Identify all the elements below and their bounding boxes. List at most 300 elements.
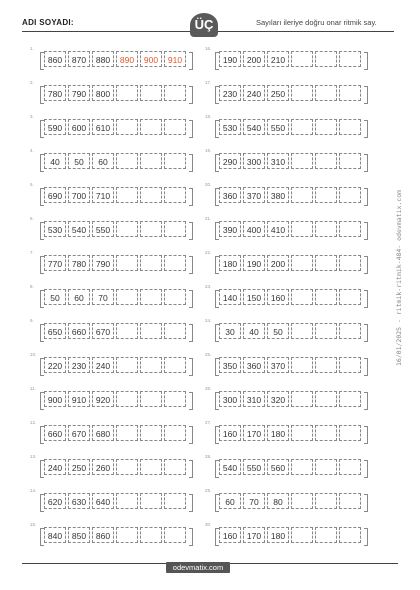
question-number: 21.: [205, 216, 212, 221]
given-value-box: 620: [44, 493, 66, 509]
given-value-box: 300: [219, 391, 241, 407]
worksheet-header: [0, 0, 420, 40]
empty-answer-box[interactable]: [164, 289, 186, 305]
empty-answer-box[interactable]: [291, 221, 313, 237]
bracket-right: [364, 426, 368, 444]
answer-boxes: [219, 255, 363, 271]
question-number: 23.: [205, 284, 212, 289]
question-row: [30, 522, 210, 556]
question-row: [30, 352, 210, 386]
empty-answer-box[interactable]: [315, 153, 337, 169]
answer-boxes: [219, 119, 363, 135]
given-value-box: 170: [243, 425, 265, 441]
given-value-box: 170: [243, 527, 265, 543]
answer-boxes: [219, 51, 363, 67]
question-number: 28.: [205, 454, 212, 459]
question-row: [30, 148, 210, 182]
given-value-box: 670: [68, 425, 90, 441]
given-value-box: 920: [92, 391, 114, 407]
empty-answer-box[interactable]: [116, 119, 138, 135]
question-number: 29.: [205, 488, 212, 493]
given-value-box: 800: [92, 85, 114, 101]
name-label: ADI SOYADI:: [22, 18, 74, 27]
left-question-column: [30, 46, 210, 556]
given-value-box: 160: [219, 527, 241, 543]
question-number: 25.: [205, 352, 212, 357]
empty-answer-box[interactable]: [291, 323, 313, 339]
empty-answer-box[interactable]: [315, 459, 337, 475]
given-value-box: 370: [267, 357, 289, 373]
given-value-box: 680: [92, 425, 114, 441]
given-value-box: 240: [92, 357, 114, 373]
instruction-underline: [218, 31, 394, 32]
given-value-box: 360: [243, 357, 265, 373]
answer-boxes: [219, 153, 363, 169]
given-value-box: 320: [267, 391, 289, 407]
bracket-right: [364, 86, 368, 104]
given-value-box: 50: [44, 289, 66, 305]
given-value-box: 150: [243, 289, 265, 305]
empty-answer-box[interactable]: [116, 255, 138, 271]
empty-answer-box[interactable]: [339, 323, 361, 339]
question-row: [205, 182, 385, 216]
answer-boxes: [44, 459, 188, 475]
given-value-box: 250: [68, 459, 90, 475]
empty-answer-box[interactable]: [140, 119, 162, 135]
empty-answer-box[interactable]: [291, 153, 313, 169]
bracket-right: [189, 256, 193, 274]
given-value-box: 40: [44, 153, 66, 169]
empty-answer-box[interactable]: [116, 391, 138, 407]
given-value-box: 550: [267, 119, 289, 135]
question-number: 14.: [30, 488, 37, 493]
question-row: [30, 216, 210, 250]
given-value-box: 310: [267, 153, 289, 169]
bracket-right: [189, 392, 193, 410]
bracket-right: [364, 290, 368, 308]
question-row: [205, 420, 385, 454]
question-number: 16.: [205, 46, 212, 51]
empty-answer-box[interactable]: [116, 85, 138, 101]
empty-answer-box[interactable]: [140, 425, 162, 441]
empty-answer-box[interactable]: [339, 459, 361, 475]
empty-answer-box[interactable]: [339, 153, 361, 169]
empty-answer-box[interactable]: [339, 187, 361, 203]
empty-answer-box[interactable]: [291, 493, 313, 509]
given-value-box: 590: [44, 119, 66, 135]
empty-answer-box[interactable]: [315, 289, 337, 305]
empty-answer-box[interactable]: [291, 527, 313, 543]
empty-answer-box[interactable]: [164, 391, 186, 407]
given-value-box: 70: [92, 289, 114, 305]
empty-answer-box[interactable]: [140, 221, 162, 237]
given-value-box: 300: [243, 153, 265, 169]
given-value-box: 790: [68, 85, 90, 101]
empty-answer-box[interactable]: [164, 255, 186, 271]
grade-badge: ÜÇ: [190, 13, 218, 37]
bracket-right: [189, 460, 193, 478]
question-row: [205, 216, 385, 250]
question-row: [205, 318, 385, 352]
empty-answer-box[interactable]: [164, 187, 186, 203]
question-row: [205, 522, 385, 556]
empty-answer-box[interactable]: [164, 119, 186, 135]
question-number: 27.: [205, 420, 212, 425]
bracket-right: [364, 460, 368, 478]
bracket-right: [189, 324, 193, 342]
given-value-box: 60: [92, 153, 114, 169]
empty-answer-box[interactable]: [291, 289, 313, 305]
empty-answer-box[interactable]: [140, 459, 162, 475]
given-value-box: 260: [92, 459, 114, 475]
empty-answer-box[interactable]: [116, 289, 138, 305]
bracket-right: [364, 392, 368, 410]
given-value-box: 660: [68, 323, 90, 339]
answer-boxes: [44, 425, 188, 441]
question-row: [30, 454, 210, 488]
given-value-box: 350: [219, 357, 241, 373]
given-value-box: 160: [219, 425, 241, 441]
given-value-box: 80: [267, 493, 289, 509]
empty-answer-box[interactable]: [164, 527, 186, 543]
answer-boxes: [219, 289, 363, 305]
given-value-box: 910: [68, 391, 90, 407]
answer-boxes: [44, 187, 188, 203]
bracket-right: [189, 154, 193, 172]
bracket-right: [189, 290, 193, 308]
given-value-box: 60: [68, 289, 90, 305]
given-value-box: 560: [267, 459, 289, 475]
empty-answer-box[interactable]: [339, 527, 361, 543]
empty-answer-box[interactable]: [291, 459, 313, 475]
answer-boxes: [219, 187, 363, 203]
given-value-box: 190: [219, 51, 241, 67]
question-number: 26.: [205, 386, 212, 391]
empty-answer-box[interactable]: [140, 255, 162, 271]
empty-answer-box[interactable]: [291, 187, 313, 203]
bracket-right: [364, 52, 368, 70]
bracket-right: [364, 256, 368, 274]
empty-answer-box[interactable]: [116, 527, 138, 543]
empty-answer-box[interactable]: [315, 527, 337, 543]
given-value-box: 850: [68, 527, 90, 543]
question-row: [30, 284, 210, 318]
empty-answer-box[interactable]: [116, 493, 138, 509]
given-value-box: 230: [219, 85, 241, 101]
given-value-box: 180: [219, 255, 241, 271]
given-value-box: 660: [44, 425, 66, 441]
empty-answer-box[interactable]: [339, 221, 361, 237]
question-row: [205, 114, 385, 148]
answer-value-box: 900: [140, 51, 162, 67]
given-value-box: 710: [92, 187, 114, 203]
empty-answer-box[interactable]: [164, 459, 186, 475]
empty-answer-box[interactable]: [315, 357, 337, 373]
given-value-box: 770: [44, 255, 66, 271]
question-number: 20.: [205, 182, 212, 187]
question-number: 5.: [30, 182, 34, 187]
given-value-box: 700: [68, 187, 90, 203]
empty-answer-box[interactable]: [315, 425, 337, 441]
given-value-box: 200: [243, 51, 265, 67]
answer-boxes: [44, 323, 188, 339]
given-value-box: 550: [243, 459, 265, 475]
empty-answer-box[interactable]: [315, 119, 337, 135]
bracket-right: [364, 120, 368, 138]
given-value-box: 860: [44, 51, 66, 67]
answer-boxes: [44, 255, 188, 271]
empty-answer-box[interactable]: [116, 323, 138, 339]
given-value-box: 60: [219, 493, 241, 509]
empty-answer-box[interactable]: [164, 425, 186, 441]
empty-answer-box[interactable]: [339, 289, 361, 305]
answer-boxes: [219, 85, 363, 101]
answer-boxes: [219, 391, 363, 407]
answer-boxes: [44, 357, 188, 373]
empty-answer-box[interactable]: [315, 51, 337, 67]
empty-answer-box[interactable]: [116, 153, 138, 169]
given-value-box: 600: [68, 119, 90, 135]
given-value-box: 790: [92, 255, 114, 271]
empty-answer-box[interactable]: [291, 391, 313, 407]
question-number: 15.: [30, 522, 37, 527]
bracket-right: [364, 358, 368, 376]
question-row: [205, 488, 385, 522]
answer-boxes: [44, 153, 188, 169]
question-number: 6.: [30, 216, 34, 221]
empty-answer-box[interactable]: [315, 221, 337, 237]
empty-answer-box[interactable]: [291, 357, 313, 373]
given-value-box: 250: [267, 85, 289, 101]
bracket-right: [189, 494, 193, 512]
empty-answer-box[interactable]: [339, 85, 361, 101]
question-number: 7.: [30, 250, 34, 255]
question-number: 24.: [205, 318, 212, 323]
name-write-line: [22, 31, 190, 32]
given-value-box: 900: [44, 391, 66, 407]
question-row: [205, 386, 385, 420]
empty-answer-box[interactable]: [164, 153, 186, 169]
empty-answer-box[interactable]: [339, 51, 361, 67]
empty-answer-box[interactable]: [291, 425, 313, 441]
question-row: [30, 114, 210, 148]
empty-answer-box[interactable]: [164, 323, 186, 339]
question-row: [30, 386, 210, 420]
question-row: [205, 284, 385, 318]
answer-boxes: [44, 221, 188, 237]
given-value-box: 390: [219, 221, 241, 237]
question-row: [30, 420, 210, 454]
empty-answer-box[interactable]: [164, 357, 186, 373]
empty-answer-box[interactable]: [116, 425, 138, 441]
question-number: 19.: [205, 148, 212, 153]
answer-boxes: [219, 221, 363, 237]
given-value-box: 40: [243, 323, 265, 339]
answer-boxes: [219, 323, 363, 339]
bracket-right: [364, 154, 368, 172]
question-number: 1.: [30, 46, 34, 51]
bracket-right: [189, 120, 193, 138]
empty-answer-box[interactable]: [140, 85, 162, 101]
empty-answer-box[interactable]: [164, 85, 186, 101]
empty-answer-box[interactable]: [140, 527, 162, 543]
bracket-right: [364, 528, 368, 546]
empty-answer-box[interactable]: [315, 255, 337, 271]
answer-boxes: [44, 119, 188, 135]
given-value-box: 160: [267, 289, 289, 305]
given-value-box: 650: [44, 323, 66, 339]
given-value-box: 630: [68, 493, 90, 509]
question-number: 4.: [30, 148, 34, 153]
given-value-box: 220: [44, 357, 66, 373]
given-value-box: 210: [267, 51, 289, 67]
question-number: 17.: [205, 80, 212, 85]
question-number: 22.: [205, 250, 212, 255]
answer-value-box: 910: [164, 51, 186, 67]
given-value-box: 410: [267, 221, 289, 237]
empty-answer-box[interactable]: [140, 493, 162, 509]
empty-answer-box[interactable]: [339, 357, 361, 373]
bracket-right: [189, 358, 193, 376]
empty-answer-box[interactable]: [315, 187, 337, 203]
given-value-box: 860: [92, 527, 114, 543]
empty-answer-box[interactable]: [291, 255, 313, 271]
question-number: 18.: [205, 114, 212, 119]
given-value-box: 240: [44, 459, 66, 475]
question-number: 13.: [30, 454, 37, 459]
answer-boxes: [44, 527, 188, 543]
given-value-box: 540: [68, 221, 90, 237]
given-value-box: 240: [243, 85, 265, 101]
empty-answer-box[interactable]: [116, 187, 138, 203]
empty-answer-box[interactable]: [291, 119, 313, 135]
bracket-right: [189, 188, 193, 206]
question-row: [205, 148, 385, 182]
empty-answer-box[interactable]: [339, 391, 361, 407]
given-value-box: 690: [44, 187, 66, 203]
given-value-box: 30: [219, 323, 241, 339]
given-value-box: 610: [92, 119, 114, 135]
answer-boxes: [219, 357, 363, 373]
empty-answer-box[interactable]: [140, 289, 162, 305]
bracket-right: [189, 426, 193, 444]
empty-answer-box[interactable]: [164, 493, 186, 509]
given-value-box: 540: [243, 119, 265, 135]
given-value-box: 360: [219, 187, 241, 203]
question-number: 11.: [30, 386, 36, 391]
empty-answer-box[interactable]: [339, 119, 361, 135]
empty-answer-box[interactable]: [140, 357, 162, 373]
question-row: [205, 352, 385, 386]
given-value-box: 50: [267, 323, 289, 339]
given-value-box: 840: [44, 527, 66, 543]
question-row: [30, 46, 210, 80]
answer-boxes: [219, 459, 363, 475]
empty-answer-box[interactable]: [140, 187, 162, 203]
empty-answer-box[interactable]: [339, 425, 361, 441]
bracket-right: [364, 188, 368, 206]
given-value-box: 370: [243, 187, 265, 203]
question-row: [30, 318, 210, 352]
empty-answer-box[interactable]: [116, 221, 138, 237]
given-value-box: 780: [68, 255, 90, 271]
empty-answer-box[interactable]: [140, 153, 162, 169]
given-value-box: 530: [44, 221, 66, 237]
empty-answer-box[interactable]: [164, 221, 186, 237]
empty-answer-box[interactable]: [140, 391, 162, 407]
empty-answer-box[interactable]: [315, 391, 337, 407]
given-value-box: 540: [219, 459, 241, 475]
answer-boxes: [44, 493, 188, 509]
given-value-box: 550: [92, 221, 114, 237]
right-question-column: [205, 46, 385, 556]
answer-boxes: [44, 391, 188, 407]
given-value-box: 230: [68, 357, 90, 373]
given-value-box: 190: [243, 255, 265, 271]
question-number: 3.: [30, 114, 34, 119]
question-row: [205, 250, 385, 284]
empty-answer-box[interactable]: [116, 459, 138, 475]
empty-answer-box[interactable]: [116, 357, 138, 373]
bracket-right: [189, 86, 193, 104]
question-number: 8.: [30, 284, 34, 289]
question-row: [30, 182, 210, 216]
answer-boxes: [219, 425, 363, 441]
given-value-box: 50: [68, 153, 90, 169]
empty-answer-box[interactable]: [315, 493, 337, 509]
empty-answer-box[interactable]: [291, 51, 313, 67]
given-value-box: 290: [219, 153, 241, 169]
given-value-box: 780: [44, 85, 66, 101]
given-value-box: 140: [219, 289, 241, 305]
question-number: 9.: [30, 318, 34, 323]
question-number: 2.: [30, 80, 34, 85]
empty-answer-box[interactable]: [339, 255, 361, 271]
answer-boxes: [219, 493, 363, 509]
empty-answer-box[interactable]: [315, 323, 337, 339]
question-number: 10.: [30, 352, 37, 357]
given-value-box: 530: [219, 119, 241, 135]
given-value-box: 310: [243, 391, 265, 407]
footer-site-badge: odevmatix.com: [166, 562, 230, 573]
given-value-box: 380: [267, 187, 289, 203]
given-value-box: 880: [92, 51, 114, 67]
question-number: 30.: [205, 522, 212, 527]
given-value-box: 180: [267, 425, 289, 441]
given-value-box: 200: [267, 255, 289, 271]
bracket-right: [364, 494, 368, 512]
instruction-text: Sayıları ileriye doğru onar ritmik say.: [256, 18, 377, 27]
bracket-right: [364, 222, 368, 240]
question-row: [205, 80, 385, 114]
empty-answer-box[interactable]: [291, 85, 313, 101]
given-value-box: 670: [92, 323, 114, 339]
question-row: [30, 488, 210, 522]
empty-answer-box[interactable]: [339, 493, 361, 509]
question-row: [30, 250, 210, 284]
question-row: [30, 80, 210, 114]
given-value-box: 400: [243, 221, 265, 237]
empty-answer-box[interactable]: [140, 323, 162, 339]
empty-answer-box[interactable]: [315, 85, 337, 101]
given-value-box: 870: [68, 51, 90, 67]
answer-boxes: [219, 527, 363, 543]
answer-value-box: 890: [116, 51, 138, 67]
answer-boxes: [44, 289, 188, 305]
given-value-box: 180: [267, 527, 289, 543]
question-number: 12.: [30, 420, 37, 425]
bracket-right: [189, 528, 193, 546]
